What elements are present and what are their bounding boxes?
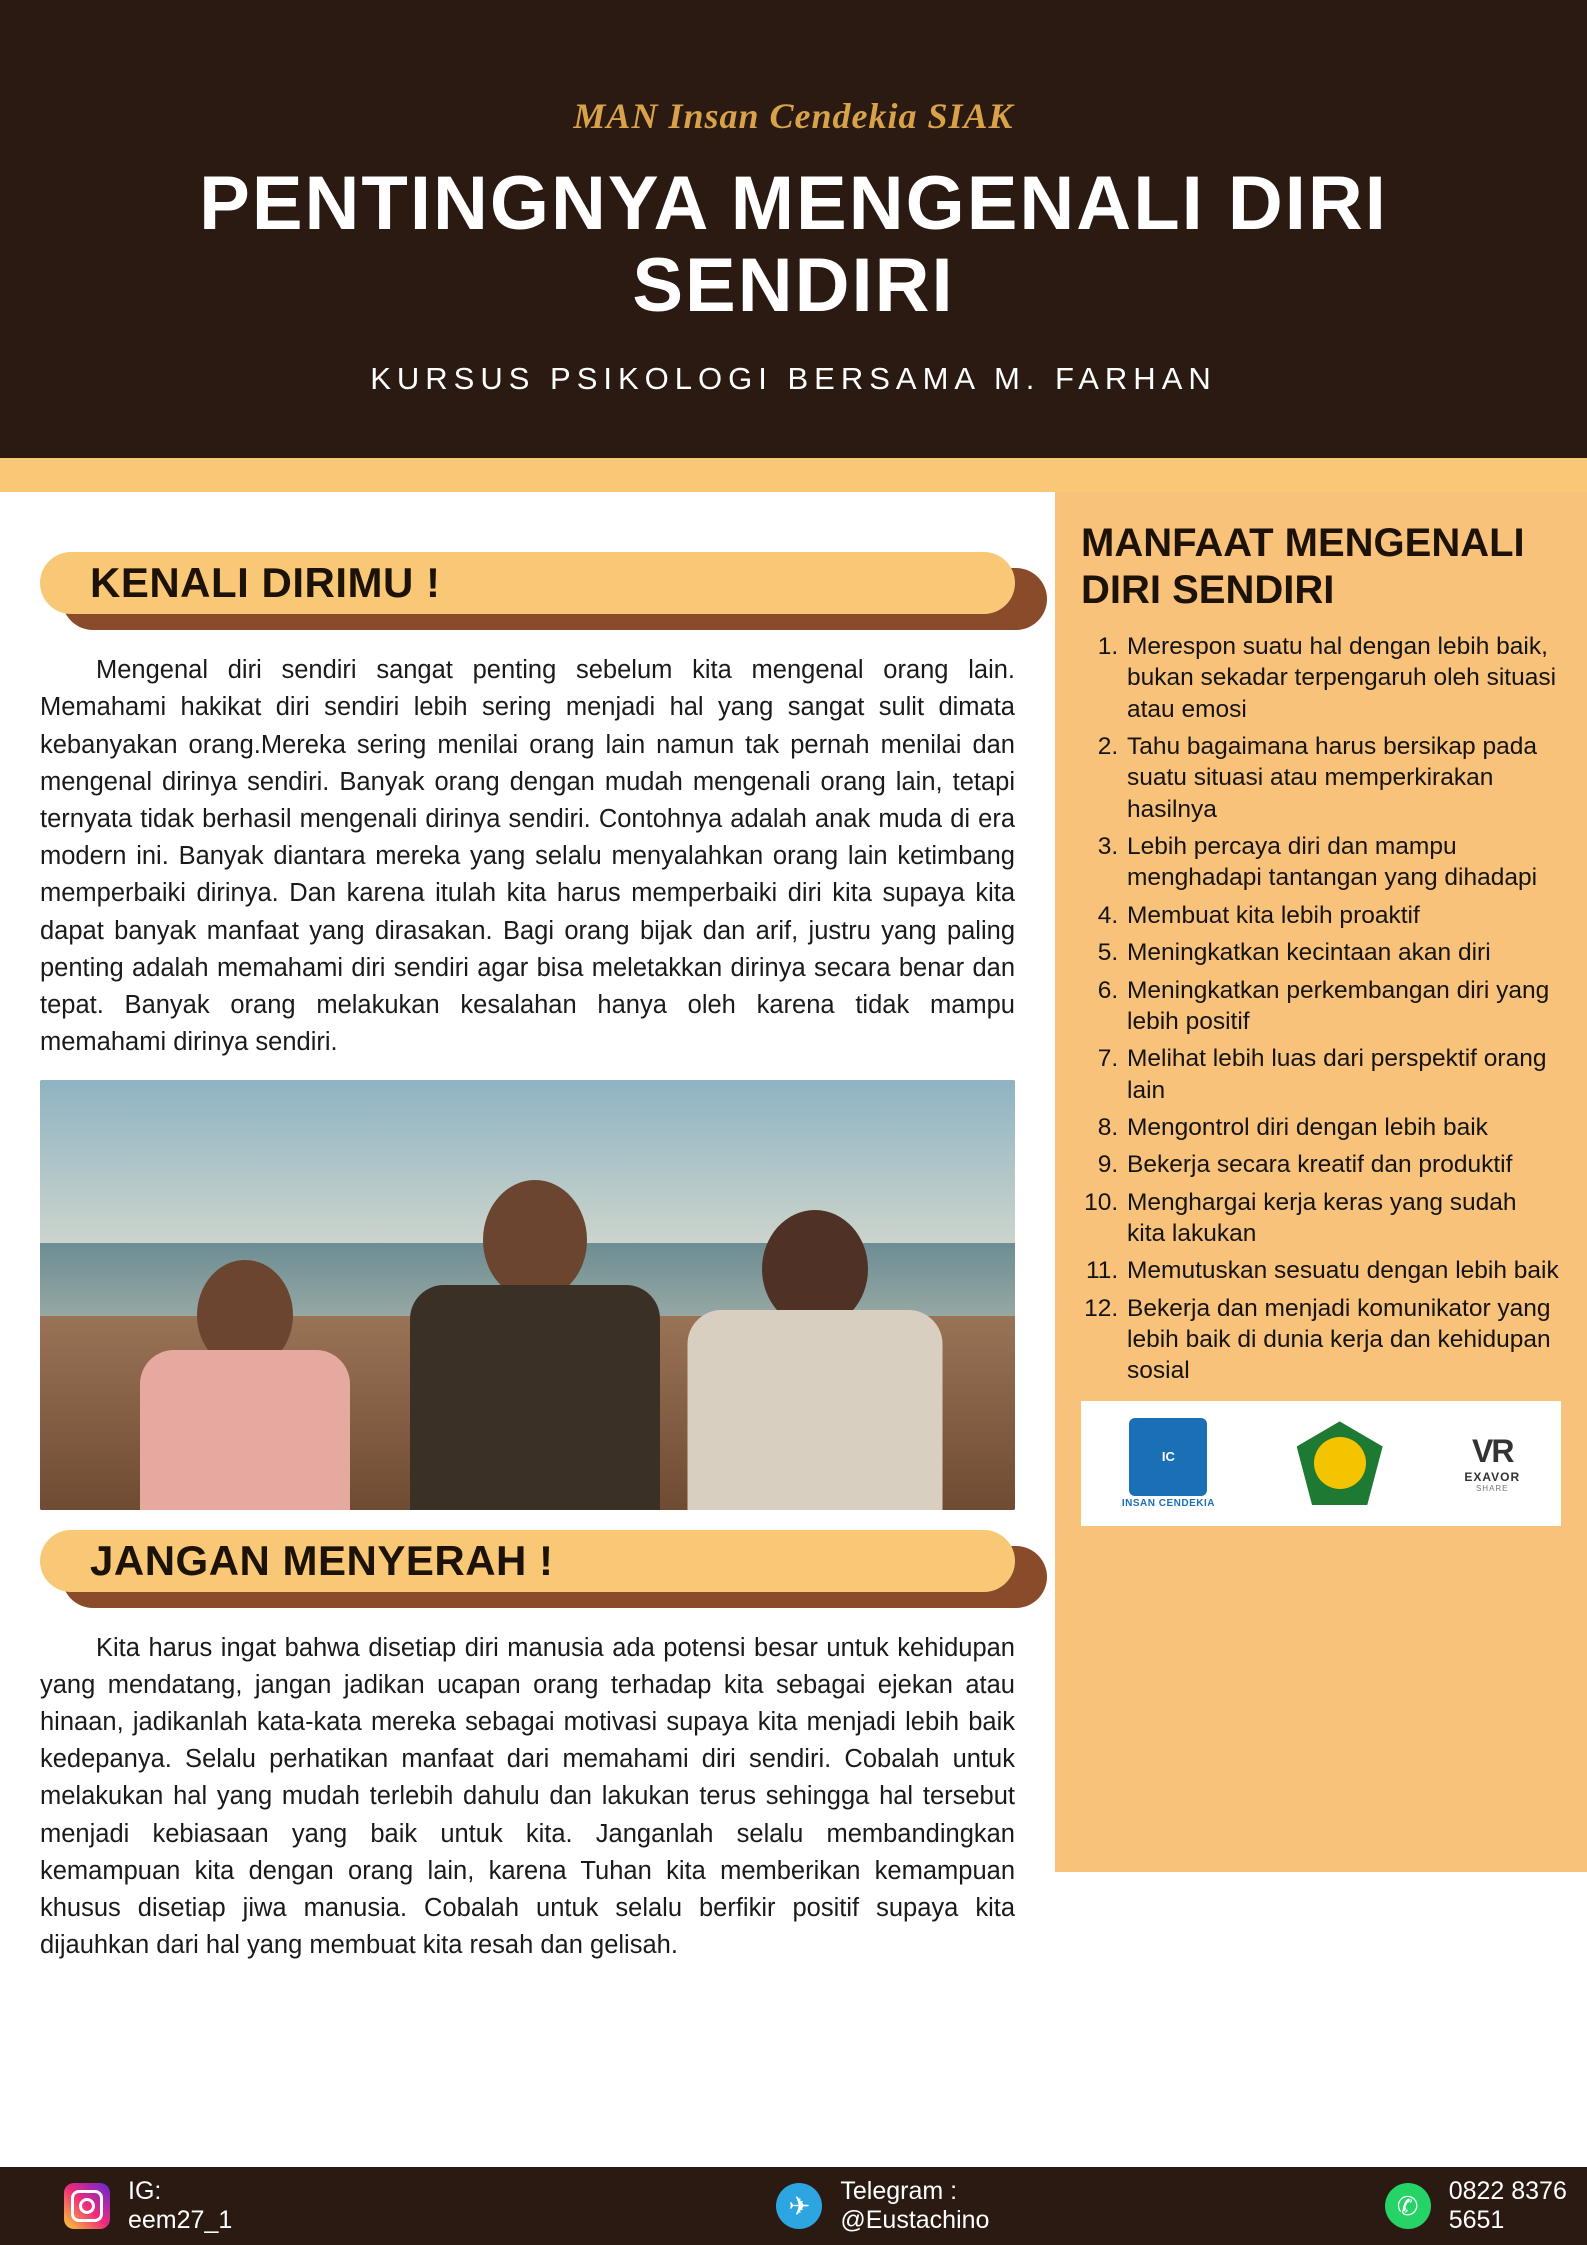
poster-body (0, 492, 1587, 2162)
kemenag-logo (1297, 1421, 1383, 1505)
list-item: 11. Memutuskan sesuatu dengan lebih baik (1125, 1255, 1561, 1286)
section2-paragraph: Kita harus ingat bahwa disetiap diri manusia ada potensi besar untuk kehidupan yang mendatang, jangan jadikan ucapan orang terhadap kita sebagai ejekan atau hinaan, jadikanlah kata-kata mereka sebagai motivasi supaya kita menjadi lebih baik kedepanya. Selalu perhatikan manfaat dari memahami diri sendiri. Cobalah untuk melakukan hal yang mudah terlebih dahulu dan lakukan terus sehingga hal tersebut menjadi kebiasaan yang baik untuk kita. Janganlah selalu membandingkan kemampuan kita dengan orang lain, karena Tuhan kita memberikan kemampuan khusus disetiap jiwa manusia. Cobalah untuk selalu berfikir positif supaya kita dijauhkan dari hal yang membuat kita resah dan gelisah. (40, 1633, 1015, 1960)
institution-name: MAN Insan Cendekia SIAK (573, 96, 1014, 136)
section-heading-kenali-dirimu (40, 552, 1015, 634)
footer-instagram[interactable] (64, 2177, 236, 2235)
instagram-icon (64, 2183, 110, 2229)
person-body (410, 1285, 660, 1510)
photo-three-teens (40, 1080, 1015, 1510)
photo-person-center (400, 1180, 670, 1510)
list-item: 10. Menghargai kerja keras yang sudah kita lakukan (1125, 1187, 1561, 1250)
telegram-handle: Telegram : @Eustachino (840, 2177, 990, 2234)
list-item: 5. Meningkatkan kecintaan akan diri (1125, 937, 1561, 968)
heading-text: KENALI DIRIMU ! (90, 559, 441, 607)
logo-strip (1081, 1401, 1561, 1526)
poster-footer (0, 2167, 1587, 2245)
footer-whatsapp[interactable] (1385, 2177, 1587, 2235)
person-body (140, 1350, 350, 1510)
section1-paragraph: Mengenal diri sendiri sangat penting sebelum kita mengenal orang lain. Memahami hakikat diri sendiri lebih sering menjadi hal yang sangat sulit dimata kebanyakan orang.Mereka sering menilai orang lain namun tak pernah menilai dan mengenal dirinya sendiri. Banyak orang dengan mudah mengenali orang lain, tetapi ternyata tidak berhasil mengenali dirinya sendiri. Contohnya adalah anak muda di era modern ini. Banyak diantara mereka yang selalu menyalahkan orang lain ketimbang memperbaiki dirinya. Dan karena itulah kita harus memperbaiki diri kita supaya kita dapat banyak manfaat yang dirasakan. Bagi orang bijak dan arif, justru yang paling penting adalah memahami diri sendiri agar bisa meletakkan dirinya secara benar dan tepat. Banyak orang melakukan kesalahan hanya oleh karena tidak mampu memahami dirinya sendiri. (40, 656, 1015, 1057)
benefits-panel (1055, 492, 1587, 1872)
person-head (483, 1180, 587, 1300)
gold-divider-band (0, 458, 1587, 492)
poster-header (0, 0, 1587, 458)
heading-pill (40, 552, 1015, 614)
photo-person-right (680, 1210, 950, 1510)
list-item: 12. Bekerja dan menjadi komunikator yang lebih baik di dunia kerja dan kehidupan sosial (1125, 1293, 1561, 1387)
exavor-mark: VR (1472, 1433, 1513, 1470)
person-body (688, 1310, 943, 1510)
list-item: 3. Lebih percaya diri dan mampu menghadapi tantangan yang dihadapi (1125, 831, 1561, 894)
kemenag-inner-circle (1314, 1437, 1366, 1489)
whatsapp-icon: ✆ (1385, 2183, 1431, 2229)
list-item: 2. Tahu bagaimana harus bersikap pada suatu situasi atau memperkirakan hasilnya (1125, 731, 1561, 825)
list-item: 9. Bekerja secara kreatif dan produktif (1125, 1149, 1561, 1180)
footer-telegram[interactable] (776, 2177, 1054, 2235)
list-item: 7. Melihat lebih luas dari perspektif orang lain (1125, 1043, 1561, 1106)
list-item: 6. Meningkatkan perkembangan diri yang lebih positif (1125, 975, 1561, 1038)
heading-pill (40, 1530, 1015, 1592)
list-item: 4. Membuat kita lebih proaktif (1125, 900, 1561, 931)
presenter-subtitle: KURSUS PSIKOLOGI BERSAMA M. FARHAN (370, 361, 1217, 397)
heading-text: JANGAN MENYERAH ! (90, 1536, 554, 1584)
photo-person-left (130, 1260, 360, 1510)
insan-cendekia-mark: IC (1129, 1418, 1207, 1496)
exavor-sublabel: SHARE (1475, 1484, 1509, 1494)
insan-cendekia-logo (1122, 1418, 1215, 1509)
page-title: PENTINGNYA MENGENALI DIRI SENDIRI (199, 161, 1388, 329)
list-item: 1. Merespon suatu hal dengan lebih baik, bukan sekadar terpengaruh oleh situasi atau emosi (1125, 631, 1561, 725)
section-heading-jangan-menyerah (40, 1530, 1015, 1612)
exavor-label: EXAVOR (1464, 1470, 1521, 1485)
whatsapp-number: 0822 8376 5651 (1448, 2177, 1567, 2234)
right-column (1055, 492, 1587, 2162)
instagram-handle: IG: eem27_1 (128, 2177, 233, 2234)
insan-cendekia-label: INSAN CENDEKIA (1121, 1497, 1215, 1509)
telegram-icon: ✈ (776, 2183, 822, 2229)
left-column (0, 492, 1055, 2162)
benefits-list (1081, 631, 1561, 1387)
kemenag-shield-icon (1297, 1421, 1383, 1505)
exavor-logo (1464, 1433, 1520, 1493)
list-item: 8. Mengontrol diri dengan lebih baik (1125, 1112, 1561, 1143)
benefits-panel-title: MANFAAT MENGENALI DIRI SENDIRI (1081, 521, 1525, 612)
